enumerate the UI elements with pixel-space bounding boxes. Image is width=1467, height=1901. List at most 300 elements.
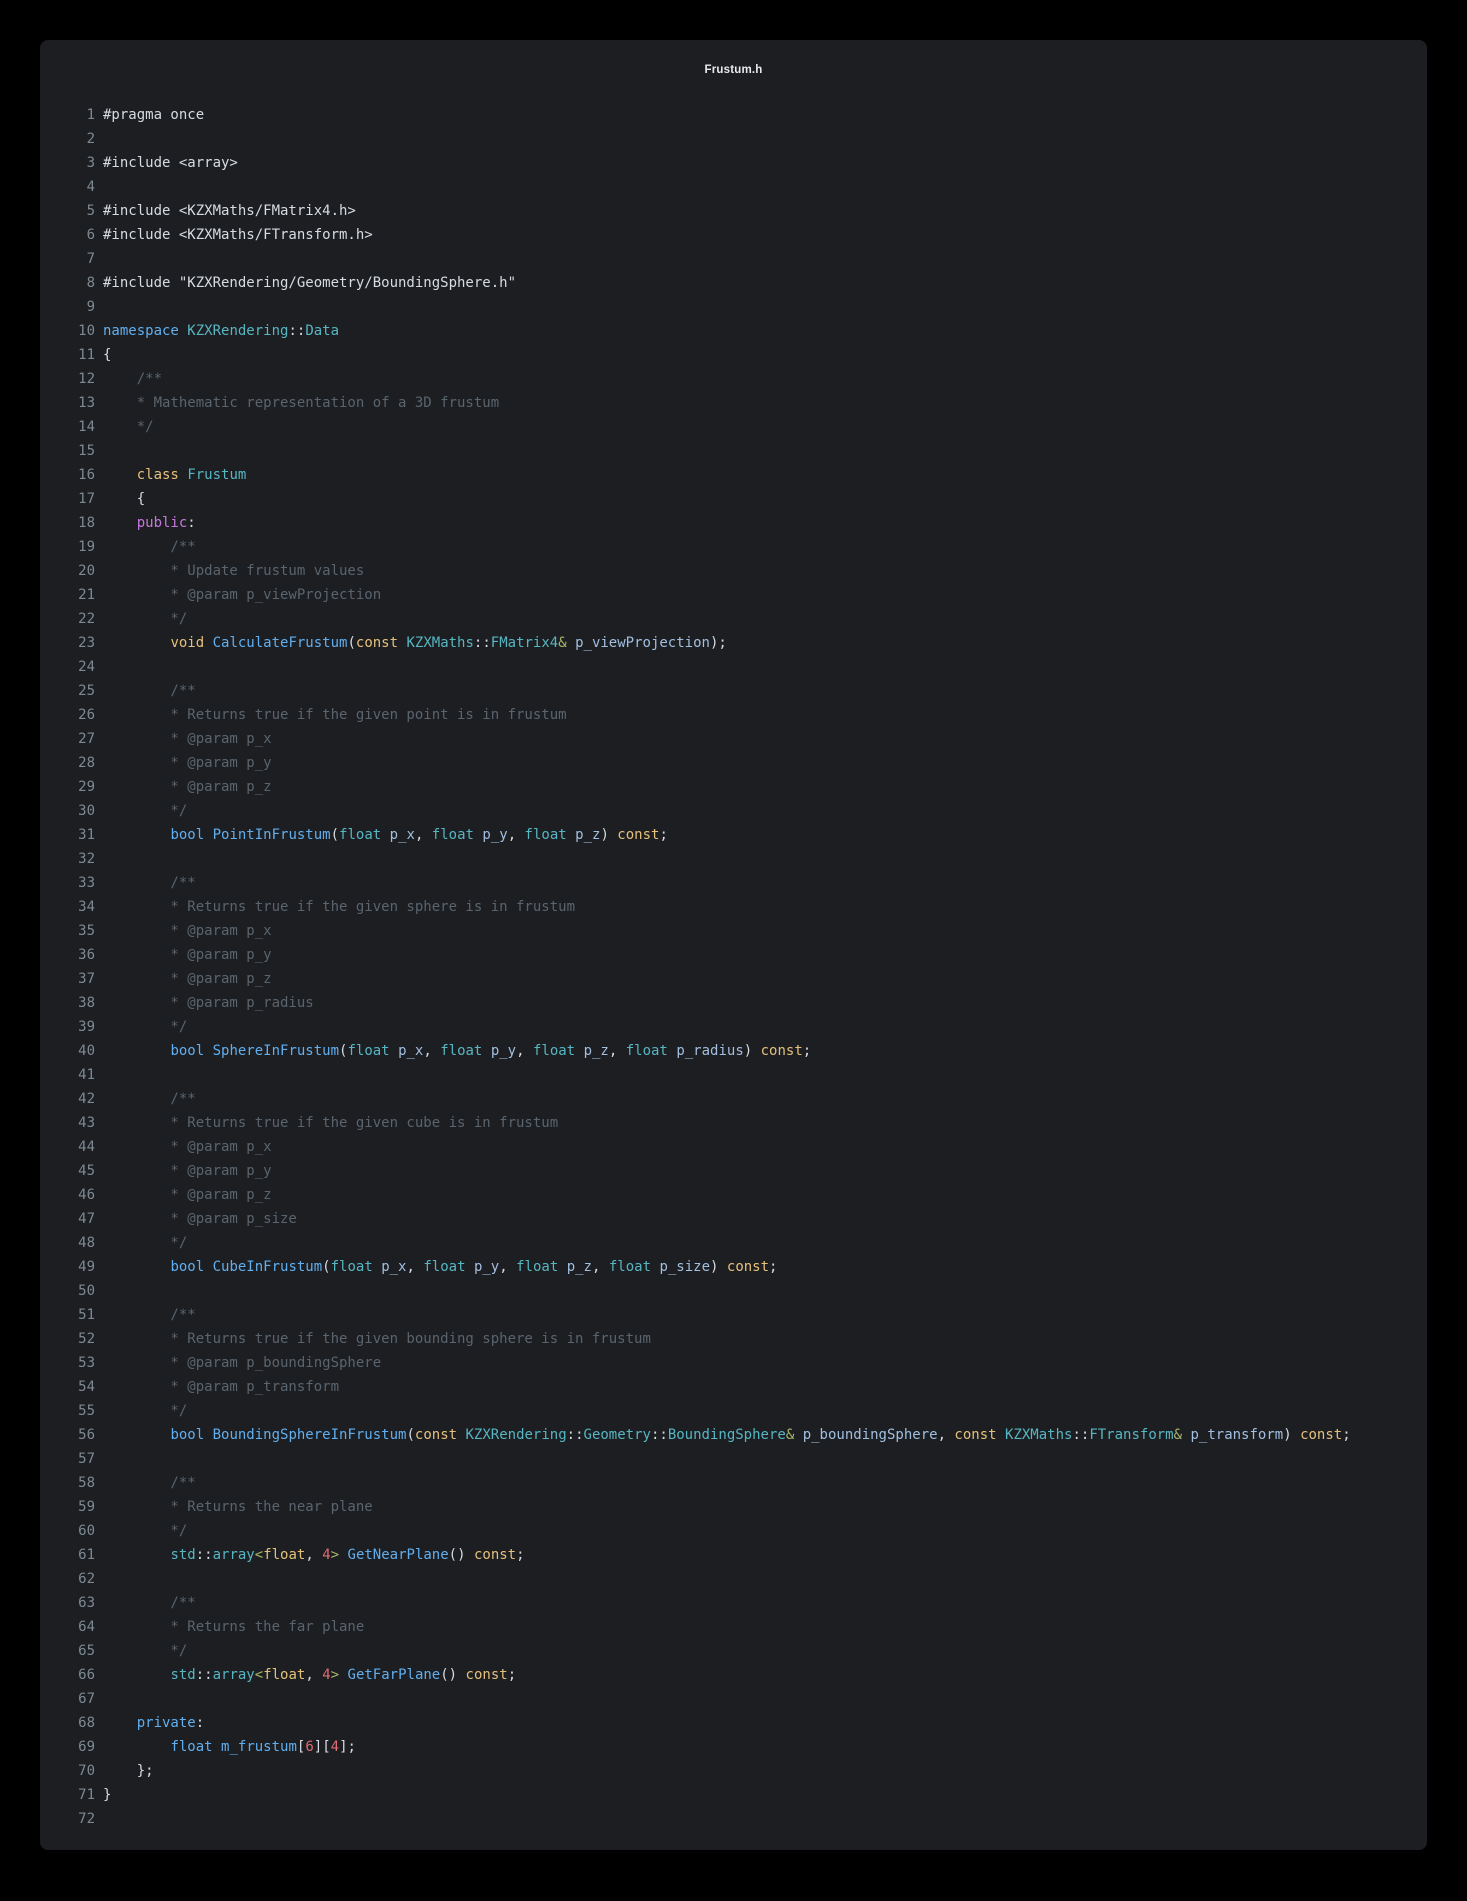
line-number: 53 [78, 1355, 95, 1371]
code-token: float [625, 1043, 668, 1059]
code-token: std [170, 1667, 196, 1683]
code-token: p_boundingSphere [802, 1427, 938, 1443]
code-line [40, 463, 1427, 487]
code-token: GetNearPlane [347, 1547, 449, 1563]
code-line [40, 487, 1427, 511]
code-line-text [95, 1759, 154, 1783]
code-token: p_x [389, 827, 415, 843]
code-token: bool [170, 827, 205, 843]
code-token: * @param p_radius [103, 995, 314, 1011]
code-token: [ [296, 1739, 306, 1755]
code-token: float [532, 1043, 576, 1059]
line-number: 24 [78, 659, 95, 675]
code-line [40, 151, 1427, 175]
code-line [40, 823, 1427, 847]
code-line-text [95, 1159, 272, 1183]
code-line-text [95, 511, 196, 535]
code-token: /** [103, 875, 196, 891]
code-token: p_x [398, 1043, 424, 1059]
code-token [103, 515, 137, 531]
code-line [40, 1711, 1427, 1735]
code-token: * @param p_viewProjection [103, 587, 382, 603]
code-line-text [95, 679, 196, 703]
code-card [40, 40, 1427, 1850]
code-token: 4 [322, 1547, 331, 1563]
code-token: :: [288, 323, 306, 339]
code-token: ( [339, 1043, 348, 1059]
code-token: KZXMaths [1005, 1427, 1073, 1443]
code-token: ; [516, 1547, 525, 1563]
line-number: 34 [78, 899, 95, 915]
line-number: 14 [78, 419, 95, 435]
code-line [40, 655, 1427, 679]
code-line-text [95, 1567, 103, 1591]
code-token: ] [313, 1739, 323, 1755]
line-number: 17 [78, 491, 95, 507]
code-token: const [465, 1667, 508, 1683]
code-token: */ [103, 611, 188, 627]
code-line [40, 991, 1427, 1015]
code-token: Data [305, 323, 340, 339]
code-token: FMatrix4 [490, 635, 559, 651]
code-line-text [95, 1735, 356, 1759]
code-line [40, 295, 1427, 319]
code-token [558, 1259, 566, 1275]
code-token: * Returns the near plane [103, 1499, 373, 1515]
code-token [457, 1427, 465, 1443]
code-token: KZXMaths [406, 635, 474, 651]
code-line [40, 343, 1427, 367]
code-token: ) [1283, 1427, 1301, 1443]
code-line-text [95, 1111, 558, 1135]
code-line-text [95, 151, 238, 175]
code-token: */ [103, 1235, 188, 1251]
code-line [40, 799, 1427, 823]
code-token: FTransform [1089, 1427, 1174, 1443]
code-line-text [95, 343, 111, 367]
code-line-text [95, 463, 246, 487]
code-token: } [103, 1787, 112, 1803]
code-token: */ [103, 1523, 188, 1539]
line-number: 40 [78, 1043, 95, 1059]
code-line [40, 1135, 1427, 1159]
line-number: 10 [78, 323, 95, 339]
line-number: 21 [78, 587, 95, 603]
code-token: /** [103, 1595, 196, 1611]
code-token [373, 1259, 381, 1275]
code-line-text [95, 727, 272, 751]
code-line-text [95, 1783, 111, 1807]
code-line-text [95, 1447, 103, 1471]
code-line-text [95, 799, 187, 823]
code-token: array [212, 1667, 255, 1683]
code-token: ; [802, 1043, 812, 1059]
code-line-text [95, 199, 356, 223]
line-number: 1 [86, 107, 95, 123]
code-line-text [95, 895, 575, 919]
line-number: 15 [78, 443, 95, 459]
code-line [40, 919, 1427, 943]
code-token: void [170, 635, 205, 651]
code-line [40, 1255, 1427, 1279]
code-token: * @param p_x [103, 731, 272, 747]
code-token [204, 635, 212, 651]
code-line [40, 223, 1427, 247]
line-number: 4 [86, 179, 95, 195]
code-line-text [95, 103, 204, 127]
code-line-text [95, 559, 364, 583]
code-token: * @param p_y [103, 947, 272, 963]
code-line [40, 775, 1427, 799]
code-line-text [95, 1279, 103, 1303]
code-token: p_size [659, 1259, 711, 1275]
code-line-text [95, 871, 196, 895]
line-number: 56 [78, 1427, 95, 1443]
code-token [103, 1667, 170, 1683]
code-token: * @param p_x [103, 923, 272, 939]
code-token: [ [322, 1739, 331, 1755]
code-token: SphereInFrustum [212, 1043, 340, 1059]
line-number: 39 [78, 1019, 95, 1035]
code-line [40, 175, 1427, 199]
code-token: public [136, 515, 188, 531]
code-token: PointInFrustum [212, 827, 331, 843]
line-number: 48 [78, 1235, 95, 1251]
code-token: float [608, 1259, 652, 1275]
code-line-text [95, 1351, 381, 1375]
code-token: { [103, 491, 146, 507]
code-token: float [440, 1043, 483, 1059]
line-number: 60 [78, 1523, 95, 1539]
code-token: * @param p_z [103, 1187, 272, 1203]
line-number: 28 [78, 755, 95, 771]
line-number: 35 [78, 923, 95, 939]
code-token: 4 [322, 1667, 331, 1683]
code-line [40, 1807, 1427, 1831]
code-token: ; [769, 1259, 778, 1275]
code-token [103, 635, 170, 651]
code-token [794, 1427, 802, 1443]
code-line-text [95, 1255, 777, 1279]
line-number: 7 [86, 251, 95, 267]
code-line-text [95, 319, 339, 343]
code-token: float [423, 1259, 466, 1275]
code-token: * Returns true if the given cube is in frustum [103, 1115, 559, 1131]
code-line [40, 1015, 1427, 1039]
code-token: /** [103, 1475, 196, 1491]
code-token: & [558, 635, 567, 651]
code-line [40, 1687, 1427, 1711]
code-token: * @param p_size [103, 1211, 297, 1227]
code-token [103, 1547, 170, 1563]
code-token: ); [709, 635, 727, 651]
code-token: p_radius [676, 1043, 744, 1059]
code-token: std [170, 1547, 196, 1563]
code-token: /** [103, 371, 163, 387]
code-token: array [212, 1547, 255, 1563]
code-line [40, 1759, 1427, 1783]
code-line-text [95, 1039, 811, 1063]
code-line-text [95, 1639, 187, 1663]
code-token: p_y [473, 1259, 500, 1275]
line-number: 13 [78, 395, 95, 411]
code-line-text [95, 367, 162, 391]
code-token: :: [566, 1427, 584, 1443]
line-number: 16 [78, 467, 95, 483]
code-token: : [187, 515, 196, 531]
line-number: 54 [78, 1379, 95, 1395]
code-token: :: [195, 1667, 213, 1683]
code-token: */ [103, 419, 154, 435]
code-line-text [95, 223, 373, 247]
code-line [40, 1375, 1427, 1399]
code-token: p_x [381, 1259, 407, 1275]
code-token: , [592, 1259, 609, 1275]
line-number: 59 [78, 1499, 95, 1515]
code-token: p_viewProjection [575, 635, 710, 651]
code-token: ) [710, 1259, 727, 1275]
code-token: :: [650, 1427, 668, 1443]
code-token: }; [103, 1763, 154, 1779]
code-line [40, 1231, 1427, 1255]
code-token: * @param p_y [103, 1163, 272, 1179]
code-line [40, 319, 1427, 343]
code-line-text [95, 607, 187, 631]
line-number: 71 [78, 1787, 95, 1803]
line-number: 42 [78, 1091, 95, 1107]
line-number: 22 [78, 611, 95, 627]
code-token: float [431, 827, 474, 843]
code-line-text [95, 823, 668, 847]
code-line-text [95, 1231, 187, 1255]
code-token [339, 1547, 347, 1563]
code-line [40, 415, 1427, 439]
code-token: * Update frustum values [103, 563, 365, 579]
code-token [103, 1259, 170, 1275]
code-token: const [1300, 1427, 1343, 1443]
code-token: * Returns true if the given point is in frustum [103, 707, 567, 723]
code-line-text [95, 1615, 364, 1639]
code-token: p_z [575, 827, 601, 843]
code-line [40, 607, 1427, 631]
code-token [103, 467, 137, 483]
code-token: :: [473, 635, 491, 651]
code-token: ) [743, 1043, 761, 1059]
line-number: 45 [78, 1163, 95, 1179]
code-line-text [95, 535, 196, 559]
code-line-text [95, 751, 272, 775]
code-token: , [305, 1547, 323, 1563]
code-token: * @param p_z [103, 779, 272, 795]
code-line-text [95, 775, 272, 799]
code-line-text [95, 295, 103, 319]
code-token: float [330, 1259, 373, 1275]
code-line-text [95, 1087, 196, 1111]
code-line [40, 271, 1427, 295]
code-token: Geometry [583, 1427, 651, 1443]
code-token: const [617, 827, 660, 843]
code-token: /** [103, 683, 196, 699]
line-number: 57 [78, 1451, 95, 1467]
code-token: namespace [103, 323, 179, 339]
code-line-text [95, 943, 272, 967]
line-number: 63 [78, 1595, 95, 1611]
code-token: ) [600, 827, 618, 843]
code-token: float [263, 1547, 306, 1563]
code-line [40, 1735, 1427, 1759]
code-token: , [516, 1043, 533, 1059]
code-line-text [95, 1711, 204, 1735]
code-line [40, 391, 1427, 415]
line-number: 29 [78, 779, 95, 795]
code-line [40, 1519, 1427, 1543]
line-number: 25 [78, 683, 95, 699]
line-number: 55 [78, 1403, 95, 1419]
code-token: * Returns true if the given sphere is in frustum [103, 899, 576, 915]
code-area [40, 103, 1427, 1831]
code-line [40, 1183, 1427, 1207]
code-token: ( [347, 635, 356, 651]
line-number: 65 [78, 1643, 95, 1659]
code-token: * @param p_y [103, 755, 272, 771]
code-token: p_z [583, 1043, 609, 1059]
code-token: ; [1342, 1427, 1351, 1443]
code-token: bool [170, 1427, 205, 1443]
code-token: p_z [566, 1259, 592, 1275]
file-title: Frustum.h [704, 64, 763, 76]
code-token: * @param p_boundingSphere [103, 1355, 382, 1371]
code-line [40, 895, 1427, 919]
code-token [482, 1043, 490, 1059]
code-line-text [95, 439, 103, 463]
line-number: 46 [78, 1187, 95, 1203]
code-line [40, 1159, 1427, 1183]
code-token [103, 1043, 170, 1059]
line-number: 50 [78, 1283, 95, 1299]
code-token: , [937, 1427, 955, 1443]
code-token: > [330, 1667, 340, 1683]
code-line [40, 943, 1427, 967]
code-token: < [254, 1547, 264, 1563]
code-token: #include <array> [103, 155, 238, 171]
code-line-text [95, 127, 103, 151]
code-token [390, 1043, 398, 1059]
code-line [40, 1591, 1427, 1615]
code-line [40, 511, 1427, 535]
line-number: 20 [78, 563, 95, 579]
code-line [40, 1303, 1427, 1327]
line-number: 43 [78, 1115, 95, 1131]
code-line [40, 1783, 1427, 1807]
code-token [204, 1043, 212, 1059]
code-line [40, 439, 1427, 463]
code-token: #include "KZXRendering/Geometry/BoundingSphere.h" [103, 275, 517, 291]
code-token: :: [195, 1547, 213, 1563]
code-token [103, 1715, 137, 1731]
line-number: 68 [78, 1715, 95, 1731]
code-line-text [95, 1495, 373, 1519]
code-token: < [254, 1667, 264, 1683]
code-line [40, 1207, 1427, 1231]
code-token [103, 1739, 170, 1755]
line-number: 5 [86, 203, 95, 219]
code-line [40, 1327, 1427, 1351]
code-line [40, 727, 1427, 751]
code-token: () [448, 1547, 474, 1563]
code-line-text [95, 655, 103, 679]
code-line [40, 1039, 1427, 1063]
code-line-text [95, 1399, 187, 1423]
line-number: 58 [78, 1475, 95, 1491]
code-token: /** [103, 1307, 196, 1323]
code-token: 4 [330, 1739, 340, 1755]
line-number: 66 [78, 1667, 95, 1683]
code-token: CalculateFrustum [212, 635, 348, 651]
code-line [40, 1279, 1427, 1303]
code-token: #include <KZXMaths/FTransform.h> [103, 227, 373, 243]
code-token [466, 1259, 474, 1275]
code-token: GetFarPlane [347, 1667, 441, 1683]
code-line [40, 1399, 1427, 1423]
code-token: BoundingSphereInFrustum [212, 1427, 407, 1443]
code-line-text [95, 1063, 103, 1087]
code-token: & [785, 1427, 795, 1443]
code-token: , [423, 1043, 441, 1059]
code-line-text [95, 1591, 196, 1615]
code-token: const [726, 1259, 770, 1275]
code-line [40, 583, 1427, 607]
code-token: float [516, 1259, 559, 1275]
line-number: 27 [78, 731, 95, 747]
code-token: const [473, 1547, 517, 1563]
line-number: 67 [78, 1691, 95, 1707]
code-token: float [524, 827, 567, 843]
code-token: CubeInFrustum [212, 1259, 323, 1275]
line-number: 2 [86, 131, 95, 147]
code-token: const [760, 1043, 803, 1059]
code-line [40, 1543, 1427, 1567]
code-token: > [330, 1547, 340, 1563]
code-token: bool [170, 1259, 205, 1275]
code-token: float [263, 1667, 306, 1683]
code-line-text [95, 175, 103, 199]
code-token: class [136, 467, 179, 483]
code-token: ( [330, 827, 340, 843]
code-token: * @param p_transform [103, 1379, 340, 1395]
code-token: p_y [482, 827, 508, 843]
code-line-text [95, 631, 727, 655]
line-number: 38 [78, 995, 95, 1011]
line-number: 49 [78, 1259, 95, 1275]
line-number: 36 [78, 947, 95, 963]
code-line-text [95, 703, 567, 727]
line-number: 69 [78, 1739, 95, 1755]
code-token: KZXRendering [187, 323, 289, 339]
code-line [40, 751, 1427, 775]
code-line-text [95, 991, 314, 1015]
code-line-text [95, 919, 272, 943]
line-number: 51 [78, 1307, 95, 1323]
code-token: Frustum [187, 467, 247, 483]
code-token: ; [659, 827, 668, 843]
code-token: , [608, 1043, 626, 1059]
code-line [40, 1351, 1427, 1375]
code-token: p_transform [1190, 1427, 1284, 1443]
code-line-text [95, 1807, 103, 1831]
code-line-text [95, 1423, 1351, 1447]
code-token: */ [103, 803, 188, 819]
line-number: 41 [78, 1067, 95, 1083]
